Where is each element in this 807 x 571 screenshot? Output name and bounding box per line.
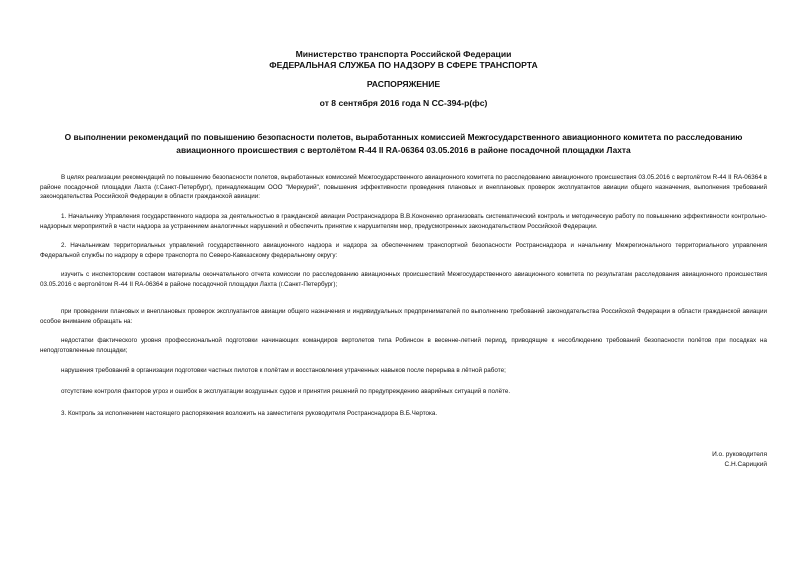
document-type: РАСПОРЯЖЕНИЕ: [366, 79, 441, 89]
paragraph-item-1: 1. Начальнику Управления государственного надзора за деятельностью в гражданской авиации Ространснадзора В.В.Кононенко организовать систематический контроль и методическую работу по повышению эффективности контрольно-надзорных мероприятий в части надзора за устранением аналогичных нарушений и обеспечить принятие к нарушителям мер, предусмотренных законодательством Российской Федерации.: [40, 213, 767, 230]
agency-name: ФЕДЕРАЛЬНАЯ СЛУЖБА ПО НАДЗОРУ В СФЕРЕ ТРАНСПОРТА: [269, 60, 538, 70]
paragraph-threat-control: отсутствие контроля факторов угроз и ошибок в эксплуатации воздушных судов и принятия решений по предупреждению аварийных ситуаций в полёте.: [61, 388, 511, 395]
signature-block: [712, 450, 767, 469]
paragraph-inspections: при проведении плановых и внеплановых проверок эксплуатантов авиации общего назначения и индивидуальных предпринимателей по выполнению требований законодательства Российской Федерации в области гражданской авиации особое внимание обращать на:: [40, 308, 767, 325]
paragraph-study-report: изучить с инспекторским составом материалы окончательного отчета комиссии по расследованию авиационных происшествий Межгосударственного авиационного комитета по результатам расследования авиационного происшествия 03.05.2016 с вертолётом R-44 II RA-06364 в районе посадочной площадки Лахта (г.Санкт-Петербург);: [40, 271, 767, 288]
document-date-number: от 8 сентября 2016 года N СС-394-р(фс): [319, 98, 488, 108]
signatory-position: И.о. руководителя: [712, 451, 767, 458]
paragraph-preamble: В целях реализации рекомендаций по повышению безопасности полетов, выработанных комиссией Межгосударственного авиационного комитета по расследованию авиационного происшествия 03.05.2016 с вертолётом R-44 II RA-06364 в районе посадочной площадки Лахта (г.Санкт-Петербург), принадлежащим ООО "Меркурий", повышения эффективности проведения плановых и внеплановых проверок эксплуатантов авиации общего назначения, выполнения требований законодательства Российской Федерации в области гражданской авиации:: [40, 174, 767, 201]
paragraph-pilot-training: нарушения требований в организации подготовки частных пилотов к полётам и восстановления утраченных навыков после перерыва в лётной работе;: [61, 367, 506, 374]
document-title: О выполнении рекомендаций по повышению безопасности полетов, выработанных комиссией Межгосударственного авиационного комитета по расследованию авиационного происшествия с вертолётом R-44 II RA-06364 03.05.2016 в районе посадочной площадки Лахта: [64, 132, 743, 155]
paragraph-item-3: 3. Контроль за исполнением настоящего распоряжения возложить на заместителя руководителя Ространснадзора В.Б.Чертока.: [61, 410, 438, 417]
signatory-name: С.Н.Сарицкий: [724, 460, 767, 468]
paragraph-item-2: 2. Начальникам территориальных управлений государственного авиационного надзора и надзора за обеспечением транспортной безопасности Ространснадзора и начальнику Межрегионального территориального управления Федеральной службы по надзору в сфере транспорта по Северо-Кавказскому федеральному округу:: [40, 242, 767, 259]
ministry-name: Министерство транспорта Российской Федерации: [295, 49, 512, 59]
paragraph-training-deficiencies: недостатки фактического уровня профессиональной подготовки начинающих командиров вертолетов типа Робинсон в весенне-летний период, приводящие к несоблюдению требований безопасности полётов при посадках на неподготовленные площадки;: [40, 337, 767, 354]
